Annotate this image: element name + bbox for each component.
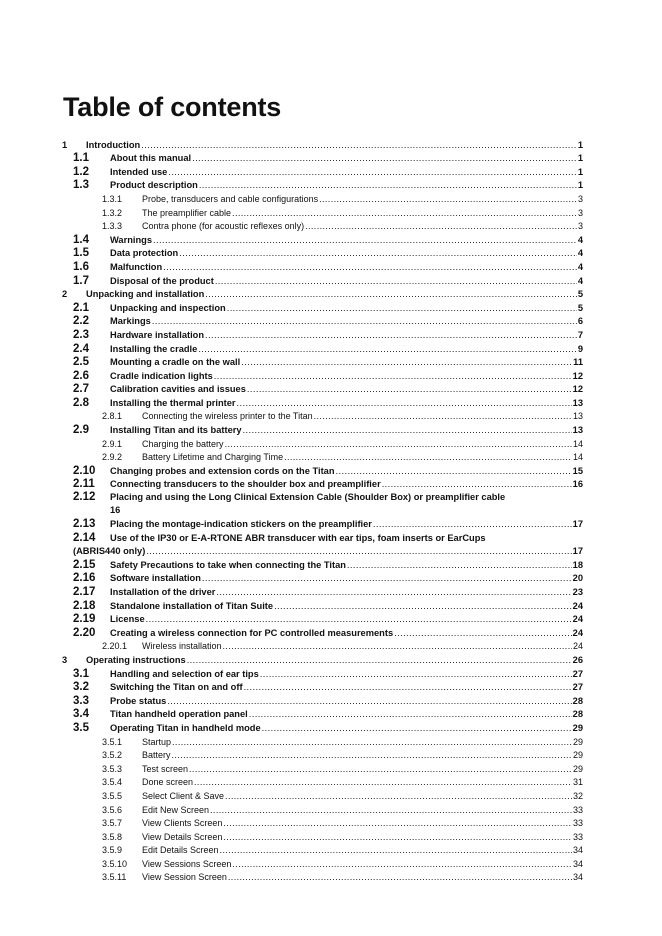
toc-entry[interactable] — [62, 871, 583, 885]
toc-entry-page: 13 — [572, 425, 583, 436]
toc-entry-title: Disposal of the product — [110, 275, 214, 286]
toc-entry-title: Wireless installation — [142, 641, 222, 652]
toc-entry-page: 16 — [572, 479, 583, 490]
toc-entry-number: 1 — [62, 139, 68, 150]
toc-entry-page: 27 — [572, 682, 583, 693]
toc-entry[interactable] — [62, 464, 583, 478]
toc-leader-dots — [153, 234, 577, 247]
toc-entry-page: 20 — [572, 573, 583, 584]
toc-entry[interactable] — [62, 626, 583, 640]
toc-entry-number: 1.2 — [73, 165, 89, 178]
toc-entry-page: 24 — [572, 627, 583, 638]
toc-leader-dots — [305, 220, 577, 233]
toc-entry-number: 2.12 — [73, 491, 96, 504]
toc-leader-dots — [187, 654, 572, 667]
toc-entry-number: 2.3 — [73, 328, 89, 341]
toc-entry-title: Select Client & Save — [142, 790, 225, 801]
toc-entry-title: Creating a wireless connection for PC controlled measurements — [110, 627, 394, 638]
toc-entry-number: 2.17 — [73, 586, 96, 598]
toc-leader-dots — [215, 275, 577, 288]
toc-entry-title: Hardware installation — [110, 329, 205, 340]
toc-entry[interactable] — [62, 328, 583, 342]
toc-entry[interactable] — [62, 721, 583, 735]
toc-entry-title: View Sessions Screen — [142, 858, 232, 869]
toc-entry-number: 1.6 — [73, 260, 89, 273]
toc-entry-title: Placing and using the Long Clinical Extension Cable (Shoulder Box) or preamplifier cable — [110, 492, 506, 503]
toc-entry-number: 2.19 — [73, 613, 96, 626]
toc-entry[interactable] — [62, 817, 583, 831]
toc-entry-page: 4 — [577, 234, 583, 245]
toc-entry-title: Charging the battery — [142, 438, 224, 449]
toc-entry-title: View Session Screen — [142, 872, 227, 883]
toc-leader-dots — [241, 356, 572, 369]
toc-leader-dots — [314, 410, 572, 423]
toc-entry-number: 1.3.1 — [102, 193, 123, 204]
toc-entry-title: Connecting the wireless printer to the Titan — [142, 411, 313, 422]
toc-entry-page: 29 — [572, 736, 583, 747]
toc-leader-dots — [232, 207, 577, 220]
toc-entry-page: 1 — [577, 139, 583, 150]
toc-leader-dots — [152, 315, 577, 328]
toc-entry-wrapped — [110, 491, 583, 517]
toc-entry-number: 2.9 — [73, 424, 89, 437]
toc-entry[interactable] — [62, 179, 583, 193]
toc-leader-dots — [172, 749, 572, 762]
toc-leader-dots — [394, 627, 572, 640]
toc-leader-dots — [167, 695, 571, 708]
toc-entry-page: 32 — [572, 790, 583, 801]
toc-entry-number: 3.5.9 — [102, 845, 123, 856]
toc-leader-dots — [199, 179, 577, 192]
toc-entry[interactable] — [62, 233, 583, 247]
toc-entry[interactable] — [62, 844, 583, 858]
toc-entry-title: Probe status — [110, 695, 167, 706]
toc-entry-number: 2 — [62, 289, 68, 300]
toc-entry-title: Startup — [142, 736, 172, 747]
toc-entry[interactable] — [62, 315, 583, 329]
toc-entry[interactable] — [62, 653, 583, 667]
toc-entry-number: 2.15 — [73, 558, 96, 571]
toc-entry-title: Markings — [110, 316, 151, 327]
toc-entry[interactable] — [62, 478, 583, 492]
toc-entry-title: Installing the cradle — [110, 343, 198, 354]
toc-entry-title: License — [110, 614, 145, 625]
toc-entry-page: 28 — [572, 695, 583, 706]
toc-leader-dots — [232, 858, 572, 871]
toc-leader-dots — [146, 613, 572, 626]
toc-entry-page: 16 — [110, 505, 121, 516]
toc-entry-page: 24 — [572, 641, 583, 652]
toc-leader-dots — [243, 424, 572, 437]
toc-entry-page: 9 — [577, 343, 583, 354]
toc-entry-number: 3.5.7 — [102, 818, 123, 829]
toc-entry-page: 23 — [572, 587, 583, 597]
toc-leader-dots — [202, 572, 572, 585]
toc-entry-page: 17 — [572, 519, 583, 530]
toc-entry-number: 3.5.6 — [102, 804, 123, 815]
toc-leader-dots — [172, 736, 572, 749]
toc-leader-dots — [210, 804, 572, 817]
toc-entry-number: 2.2 — [73, 315, 89, 328]
toc-entry-page: 29 — [572, 763, 583, 774]
toc-entry[interactable] — [62, 342, 583, 356]
toc-entry[interactable] — [62, 369, 583, 383]
toc-entry-page: 29 — [572, 722, 583, 733]
toc-leader-dots — [220, 844, 572, 857]
toc-entry-page: 24 — [572, 600, 583, 611]
toc-entry-title: Standalone installation of Titan Suite — [110, 600, 274, 611]
toc-entry-page: 18 — [572, 559, 583, 570]
toc-entry[interactable] — [62, 830, 583, 844]
toc-entry-number: 3.5 — [73, 721, 89, 734]
toc-entry-title: View Clients Screen — [142, 818, 223, 829]
toc-entry[interactable] — [62, 383, 583, 397]
toc-leader-dots — [223, 817, 572, 830]
toc-entry[interactable] — [62, 260, 583, 274]
toc-entry-title: Operating Titan in handheld mode — [110, 722, 261, 733]
toc-leader-dots — [141, 139, 577, 152]
toc-leader-dots — [249, 708, 572, 721]
toc-entry[interactable] — [62, 599, 583, 613]
toc-entry-number: 1.3.2 — [102, 207, 123, 218]
toc-entry-title-cont: (ABRIS440 only) — [73, 546, 146, 557]
toc-entry-page: 4 — [577, 248, 583, 259]
toc-entry-number: 2.9.2 — [102, 452, 123, 463]
toc-entry-title: Warnings — [110, 234, 153, 245]
toc-entry-title: Battery Lifetime and Charging Time — [142, 452, 284, 463]
toc-leader-dots — [146, 545, 571, 558]
toc-entry-page: 1 — [577, 153, 583, 164]
toc-entry-number: 2.11 — [73, 478, 95, 491]
toc-entry-page: 28 — [572, 709, 583, 720]
toc-entry-number: 1.3.3 — [102, 221, 123, 232]
toc-entry-page: 5 — [577, 302, 583, 313]
toc-entry-page: 5 — [577, 289, 583, 300]
toc-entry-number: 3.5.1 — [102, 736, 123, 747]
toc-leader-dots — [214, 370, 572, 383]
toc-entry-number: 3.5.5 — [102, 790, 123, 801]
toc-entry-number: 2.5 — [73, 356, 89, 369]
toc-leader-dots — [319, 193, 577, 206]
toc-entry-number: 2.1 — [73, 301, 89, 314]
toc-leader-dots — [336, 465, 572, 478]
toc-entry[interactable] — [62, 708, 583, 722]
toc-entry-number: 1.4 — [73, 233, 89, 246]
toc-entry[interactable] — [62, 640, 583, 654]
toc-entry[interactable] — [62, 585, 583, 599]
toc-leader-dots — [284, 451, 572, 464]
toc-entry-number: 3.5.3 — [102, 763, 123, 774]
toc-entry-title: Contra phone (for acoustic reflexes only) — [142, 221, 305, 232]
toc-entry[interactable] — [62, 762, 583, 776]
toc-entry-title: Unpacking and inspection — [110, 302, 226, 313]
toc-leader-dots — [228, 871, 572, 884]
toc-entry-number: 2.18 — [73, 599, 96, 612]
toc-entry-title: Battery — [142, 750, 171, 761]
toc-entry-title: Connecting transducers to the shoulder box and preamplifier — [110, 479, 381, 490]
toc-entry-page: 7 — [577, 329, 583, 340]
toc-entry-number: 3.5.2 — [102, 750, 123, 761]
toc-leader-dots — [179, 247, 577, 260]
toc-entry-title: Installing the thermal printer — [110, 397, 236, 408]
toc-entry-title: Changing probes and extension cords on the Titan — [110, 465, 335, 476]
toc-entry[interactable] — [62, 192, 583, 206]
toc-entry-title: Intended use — [110, 166, 168, 177]
toc-entry[interactable] — [62, 491, 583, 517]
toc-entry-page: 14 — [572, 438, 583, 449]
toc-entry-title: Calibration cavities and issues — [110, 384, 246, 395]
toc-entry[interactable] — [62, 410, 583, 424]
toc-entry[interactable] — [62, 152, 583, 166]
toc-entry-page: 1 — [577, 180, 583, 191]
toc-entry-page: 4 — [577, 261, 583, 272]
toc-entry-title: About this manual — [110, 153, 192, 164]
toc-entry-page: 34 — [572, 845, 583, 856]
toc-entry[interactable] — [62, 437, 583, 451]
toc-leader-dots — [163, 261, 577, 274]
toc-entry[interactable] — [62, 667, 583, 681]
toc-entry-page: 17 — [572, 546, 583, 557]
toc-entry[interactable] — [62, 288, 583, 302]
toc-entry-page: 24 — [572, 614, 583, 625]
toc-entry-number: 1.1 — [73, 152, 89, 165]
toc-leader-dots — [192, 152, 577, 165]
toc-entry[interactable] — [62, 613, 583, 627]
toc-entry-title: Cradle indication lights — [110, 370, 213, 381]
toc-entry[interactable] — [62, 451, 583, 465]
toc-entry[interactable] — [62, 138, 583, 152]
toc-entry-page: 12 — [572, 370, 583, 381]
toc-entry-number: 2.14 — [73, 531, 96, 544]
toc-entry[interactable] — [62, 531, 583, 545]
toc-entry[interactable] — [62, 681, 583, 695]
toc-entry-page: 29 — [572, 750, 583, 761]
toc-entry-title: Edit Details Screen — [142, 845, 219, 856]
toc-leader-dots — [205, 329, 577, 342]
toc-entry-page: 33 — [572, 818, 583, 829]
toc-entry-title: Test screen — [142, 763, 189, 774]
toc-entry[interactable] — [62, 220, 583, 234]
toc-entry-page: 33 — [572, 831, 583, 842]
toc-leader-dots — [223, 831, 572, 844]
toc-leader-dots — [223, 640, 572, 653]
toc-entry[interactable] — [62, 165, 583, 179]
toc-entry-page: 15 — [572, 465, 583, 476]
toc-entry-page: 13 — [572, 411, 583, 422]
toc-leader-dots — [205, 288, 577, 301]
toc-leader-dots — [225, 790, 572, 803]
toc-entry-page: 3 — [577, 207, 583, 218]
toc-entry-number: 2.7 — [73, 383, 89, 396]
toc-entry-page: 12 — [572, 384, 583, 395]
toc-entry-page: 26 — [572, 654, 583, 665]
toc-entry-title: Switching the Titan on and off — [110, 682, 243, 693]
toc-entry-number: 3.5.10 — [102, 858, 128, 869]
toc-entry[interactable] — [62, 301, 583, 315]
toc-entry-number: 2.16 — [73, 572, 96, 585]
toc-entry-page: 4 — [577, 275, 583, 286]
toc-entry-title: Installing Titan and its battery — [110, 425, 242, 436]
toc-leader-dots — [244, 681, 572, 694]
toc-entry-number: 2.8 — [73, 396, 89, 409]
toc-entry-title: View Details Screen — [142, 831, 223, 842]
toc-entry-title: Unpacking and installation — [86, 289, 205, 300]
toc-entry-title: Operating instructions — [86, 654, 186, 665]
toc-entry-title: Mounting a cradle on the wall — [110, 357, 241, 368]
toc-entry-title: Introduction — [86, 139, 141, 150]
toc-entry[interactable] — [62, 749, 583, 763]
toc-entry-number: 3.5.4 — [102, 777, 123, 788]
toc-leader-dots — [260, 668, 572, 681]
toc-entry[interactable] — [62, 735, 583, 749]
toc-entry-page: 6 — [577, 316, 583, 327]
toc-entry-number: 2.4 — [73, 342, 89, 355]
toc-entry-title: Data protection — [110, 248, 179, 259]
toc-entry-number: 3.2 — [73, 681, 89, 694]
toc-entry-title: Software installation — [110, 573, 201, 584]
toc-entry-title: Use of the IP30 or E-A-RTONE ABR transducer with ear tips, foam inserts or EarCups — [110, 532, 486, 543]
toc-entry-page: 3 — [577, 221, 583, 232]
toc-entry-number: 3 — [62, 654, 68, 665]
toc-entry-title: Placing the montage-indication stickers on the preamplifier — [110, 519, 372, 530]
toc-entry-number: 2.20 — [73, 626, 96, 639]
toc-entry-number: 2.9.1 — [102, 438, 123, 449]
toc-entry[interactable] — [62, 206, 583, 220]
toc-entry-title: Product description — [110, 180, 198, 191]
page-title: Table of contents — [63, 92, 282, 122]
toc-entry[interactable] — [62, 694, 583, 708]
toc-leader-dots — [237, 397, 572, 410]
toc-entry-title: Handling and selection of ear tips — [110, 668, 259, 679]
toc-entry-number: 3.4 — [73, 708, 89, 721]
toc-entry-title: The preamplifier cable — [142, 207, 232, 218]
toc-entry-page: 31 — [572, 777, 583, 788]
toc-leader-dots — [262, 722, 572, 735]
toc-entry-number: 2.8.1 — [102, 411, 123, 422]
toc-entry[interactable] — [62, 857, 583, 871]
toc-entry-number: 2.10 — [73, 464, 96, 477]
toc-entry[interactable] — [62, 803, 583, 817]
toc-leader-dots — [198, 343, 577, 356]
toc-entry-page: 34 — [572, 872, 583, 883]
toc-entry-page: 11 — [573, 357, 583, 368]
toc-entry-title: Titan handheld operation panel — [110, 709, 248, 720]
toc-entry-page: 14 — [572, 452, 583, 463]
toc-leader-dots — [216, 586, 571, 599]
toc-entry-title: Probe, transducers and cable configurations — [142, 193, 319, 204]
toc-entry-number: 3.3 — [73, 694, 89, 707]
table-of-contents — [62, 138, 583, 884]
toc-entry[interactable] — [62, 558, 583, 572]
toc-leader-dots — [373, 518, 572, 531]
toc-entry[interactable] — [62, 572, 583, 586]
toc-entry-title: Safety Precautions to take when connecting the Titan — [110, 559, 346, 570]
toc-entry[interactable] — [62, 423, 583, 437]
toc-leader-dots — [382, 478, 572, 491]
toc-leader-dots — [247, 383, 572, 396]
toc-entry-title: Installation of the driver — [110, 587, 216, 597]
toc-entry[interactable] — [62, 517, 583, 531]
toc-entry[interactable] — [62, 776, 583, 790]
toc-leader-dots — [347, 559, 572, 572]
toc-leader-dots — [274, 600, 572, 613]
toc-entry-page: 1 — [577, 166, 583, 177]
toc-entry-title: Malfunction — [110, 261, 163, 272]
toc-entry-number: 1.7 — [73, 274, 89, 287]
toc-entry[interactable] — [62, 789, 583, 803]
toc-entry-number: 1.3 — [73, 179, 89, 192]
toc-entry-page: 34 — [572, 858, 583, 869]
toc-entry-number: 2.6 — [73, 369, 89, 382]
toc-leader-dots — [168, 166, 576, 179]
toc-entry-number: 2.20.1 — [102, 641, 128, 652]
toc-entry-number: 3.5.8 — [102, 831, 123, 842]
toc-entry-number: 2.13 — [73, 518, 96, 531]
toc-entry-number: 3.5.11 — [102, 872, 127, 883]
toc-entry-page: 3 — [577, 193, 583, 204]
toc-entry-title: Done screen — [142, 777, 194, 788]
toc-leader-dots — [225, 438, 572, 451]
toc-entry-page: 13 — [572, 397, 583, 408]
toc-leader-dots — [189, 763, 572, 776]
toc-entry[interactable] — [62, 356, 583, 370]
toc-leader-dots — [227, 302, 577, 315]
toc-entry-number: 1.5 — [73, 247, 89, 260]
toc-entry-title: Edit New Screen — [142, 804, 210, 815]
toc-entry[interactable] — [62, 274, 583, 288]
toc-entry-page: 33 — [572, 804, 583, 815]
toc-leader-dots — [194, 776, 572, 789]
toc-entry-number: 3.1 — [73, 667, 89, 680]
toc-entry[interactable] — [62, 247, 583, 261]
toc-entry-continuation[interactable] — [62, 545, 583, 559]
toc-entry-page: 27 — [572, 668, 583, 679]
toc-entry[interactable] — [62, 396, 583, 410]
